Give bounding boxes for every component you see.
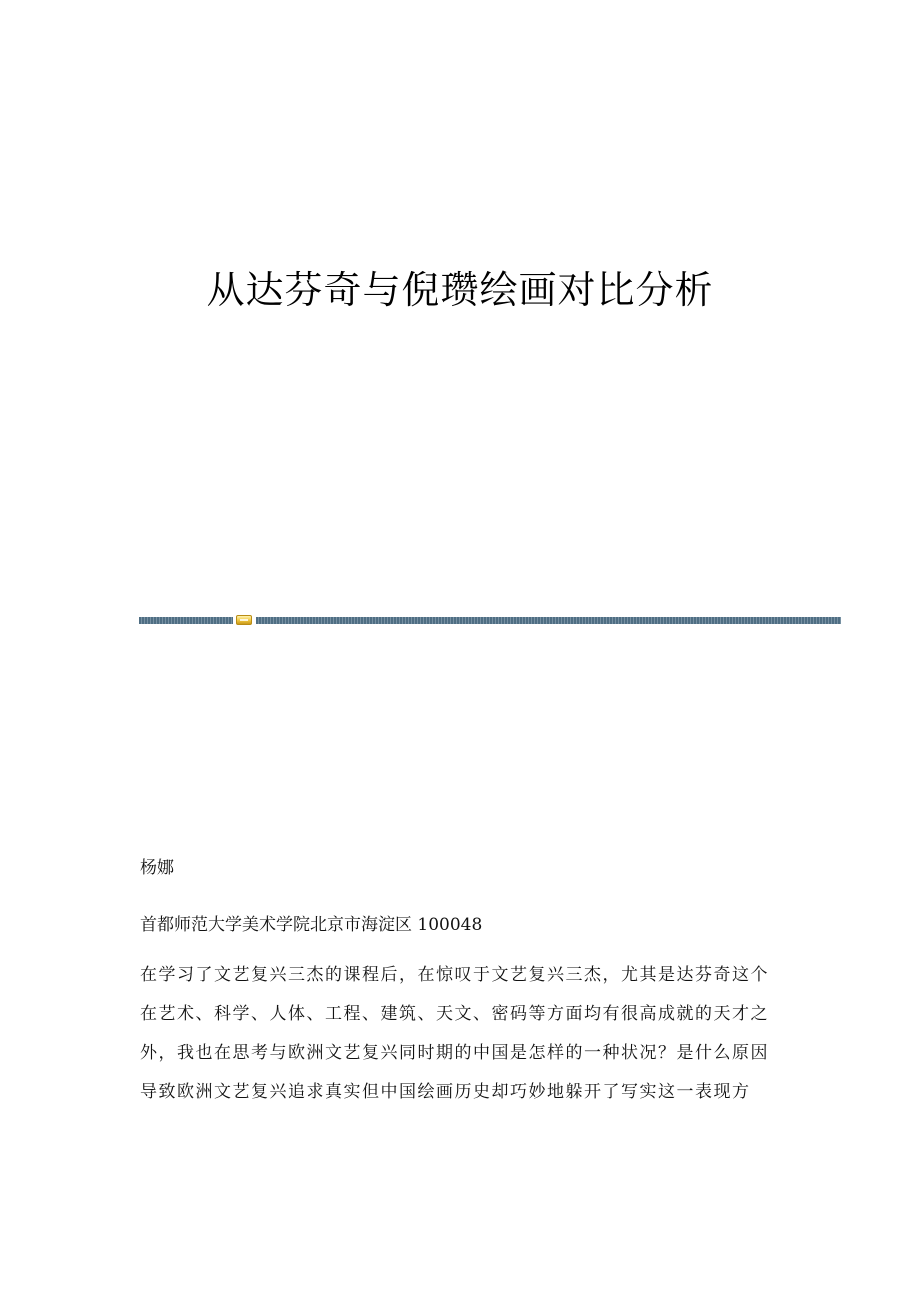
- document-title: 从达芬奇与倪瓒绘画对比分析: [206, 268, 714, 312]
- divider-bar-right: [256, 617, 841, 624]
- body-paragraph: [140, 962, 780, 1118]
- author-name: 杨娜: [140, 858, 174, 878]
- divider-ornament-icon: [236, 615, 252, 625]
- body-line: 外，我也在思考与欧洲文艺复兴同时期的中国是怎样的一种状况？是什么原因: [140, 1043, 769, 1063]
- title-divider: [139, 615, 841, 625]
- body-line: 在学习了文艺复兴三杰的课程后，在惊叹于文艺复兴三杰，尤其是达芬奇这个: [140, 965, 769, 985]
- author-affiliation: 首都师范大学美术学院北京市海淀区 100048: [140, 915, 483, 935]
- divider-bar-left: [139, 617, 233, 624]
- body-line: 导致欧洲文艺复兴追求真实但中国绘画历史却巧妙地躲开了写实这一表现方: [140, 1082, 751, 1102]
- body-line: 在艺术、科学、人体、工程、建筑、天文、密码等方面均有很高成就的天才之: [140, 1004, 769, 1024]
